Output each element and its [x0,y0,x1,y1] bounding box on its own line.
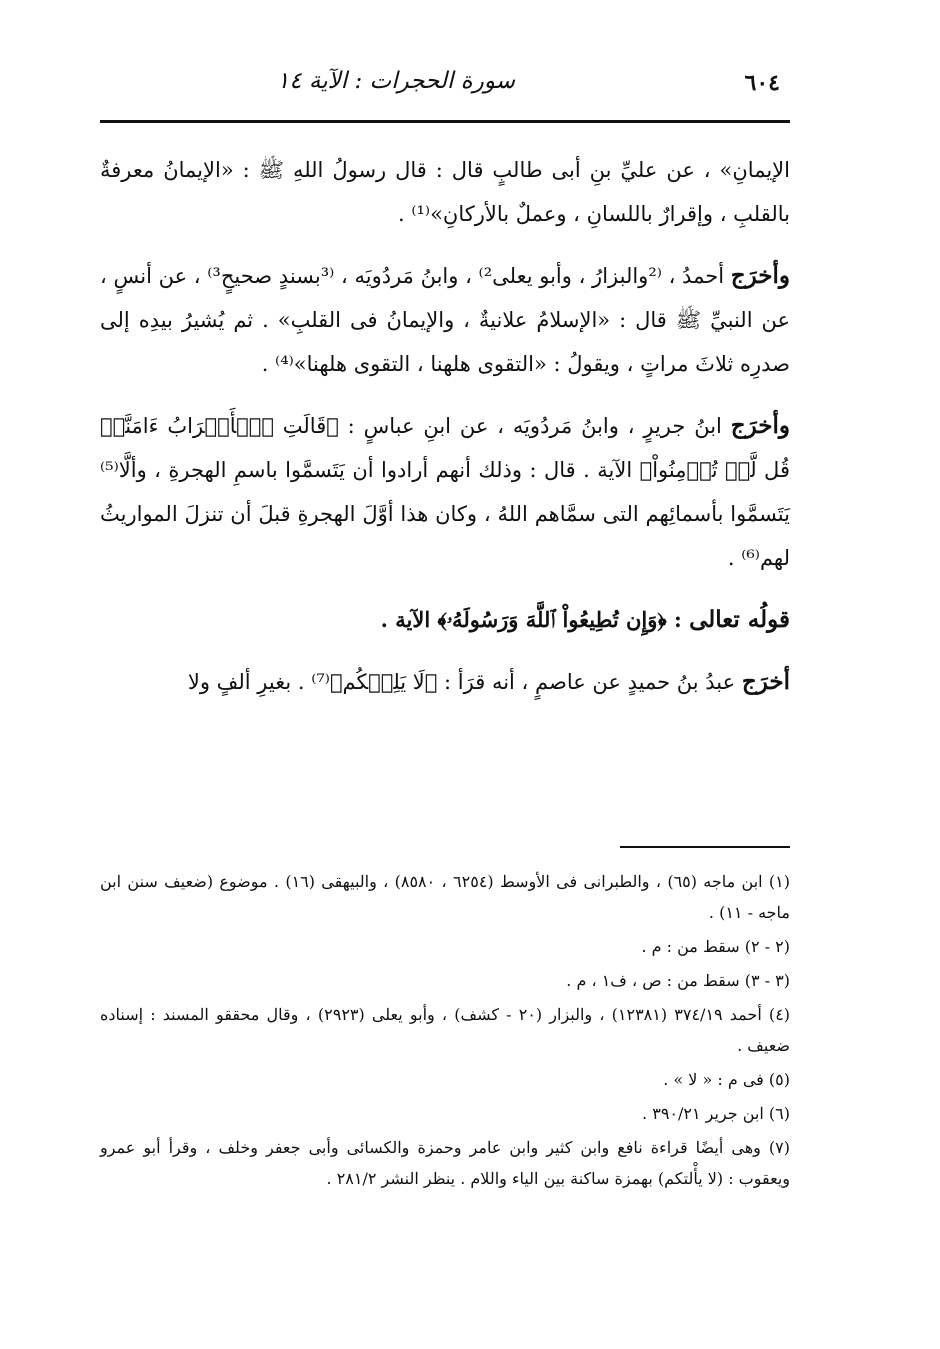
paragraph-lead: وأخرَج [730,262,790,289]
footnote-rule [620,846,790,848]
page-number: ٦٠٤ [744,70,780,96]
paragraph-5 [100,660,790,704]
page-header [100,58,790,108]
paragraph-3 [100,404,790,580]
footnote-6: (٦) ابن جرير ٣٩٠/٢١ . [642,1104,790,1123]
paragraph-4 [100,598,790,642]
paragraph-text: ابنُ جريرٍ ، وابنُ مَردُويَه ، عن ابنِ عباسٍ : ﴿قَالَتِ ٱلۡأَعۡرَابُ ءَامَنَّاۖ قُل لَّمۡ تُؤۡمِنُواْ﴾ الآية . قال : وذلك أنهم أرادوا أن يَتَسمَّوا باسمِ الهجرةِ ، وألَّا⁽⁵⁾ يَتَسمَّوا بأسمائِهم التى سمَّاهم اللهُ ، وكان هذا أوَّلَ الهجرةِ قبلَ أن تنزلَ المواريثُ لهم⁽⁶⁾ . [100,414,790,570]
paragraph-text: : ﴿وَإِن تُطِيعُواْ ٱللَّهَ وَرَسُولَهُۥ﴾ الآية . [380,607,690,632]
paragraph-lead: وأخرَج [730,412,790,439]
footnote-7: (٧) وهى أيضًا قراءة نافع وابن كثير وابن عامر وحمزة والكسائى وأبى جعفر وخلف ، وقرأ أبو عمرو ويعقوب : (لا يأْلتكم) بهمزة ساكنة بين الياء واللام . ينظر النشر ٢٨١/٢ . [100,1138,790,1188]
footnote-2: (٢ - ٢) سقط من : م . [641,937,790,956]
footnote-3: (٣ - ٣) سقط من : ص ، ف١ ، م . [566,971,790,990]
footnotes [100,866,790,1197]
paragraph-1 [100,148,790,236]
paragraph-text: أحمدُ ، ⁽²والبزارُ ، وأبو يعلى²⁾ ، وابنُ مَردُويَه ، ⁽³بسندٍ صحيحٍ³⁾ ، عن أنسٍ ، عن النبيِّ ﷺ قال : «الإسلامُ علانيةٌ ، والإيمانُ فى القلبِ» . ثم يُشيرُ بيدِه إلى صدرِه ثلاثَ مراتٍ ، ويقولُ : «التقوى هلهنا ، التقوى هلهنا»⁽⁴⁾ . [100,264,790,376]
paragraph-lead: قولُه تعالى [689,606,790,633]
header-rule [100,120,790,123]
footnote-5: (٥) فى م : « لا » . [663,1070,790,1089]
paragraph-lead: أخرَج [741,668,790,695]
running-title: سورة الحجرات : الآية ١٤ [276,68,515,94]
book-page [100,58,791,1188]
footnote-1: (١) ابن ماجه (٦٥) ، والطبرانى فى الأوسط (٦٢٥٤ ، ٨٥٨٠) ، والبيهقى (١٦) . موضوع (ضعيف سنن ابن ماجه - ١١) . [100,872,791,922]
footnote-4: (٤) أحمد ٣٧٤/١٩ (١٢٣٨١) ، والبزار (٢٠ - كشف) ، وأبو يعلى (٢٩٢٣) ، وقال محققو المسند : إسناده ضعيف . [100,1005,791,1055]
paragraph-text: الإيمانِ» ، عن عليِّ بنِ أبى طالبٍ قال : قال رسولُ اللهِ ﷺ : «الإيمانُ معرفةٌ بالقلبِ ، وإقرارٌ باللسانِ ، وعملٌ بالأركانِ»⁽¹⁾ . [100,158,790,226]
main-text [100,148,790,722]
paragraph-2 [100,254,790,386]
paragraph-text: عبدُ بنُ حميدٍ عن عاصمٍ ، أنه قرَأ : ﴿لَا يَلِتۡكُم﴾⁽⁷⁾ . بغيرِ ألفٍ ولا [187,670,742,694]
